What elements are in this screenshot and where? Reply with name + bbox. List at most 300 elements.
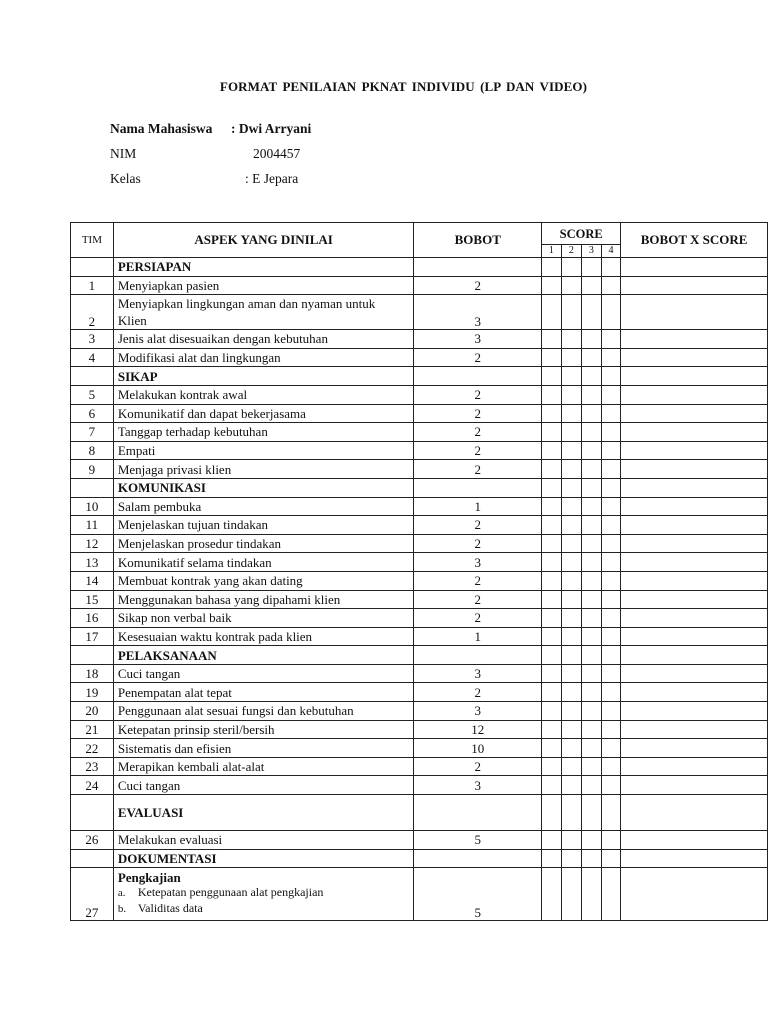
score-cell-3[interactable] [582, 609, 602, 628]
section-title: PELAKSANAAN [113, 646, 414, 665]
section-row [71, 478, 768, 497]
bobot-cell: 3 [414, 776, 542, 795]
bobot-cell [414, 849, 542, 868]
student-name-value: : Dwi Arryani [231, 121, 312, 136]
bobot-x-score-cell[interactable] [621, 385, 768, 404]
bobot-cell: 2 [414, 423, 542, 442]
score-cell-2[interactable] [561, 423, 582, 442]
bobot-cell: 3 [414, 664, 542, 683]
row-number: 23 [71, 757, 114, 776]
bobot-cell [414, 478, 542, 497]
bobot-cell: 5 [414, 868, 542, 921]
bobot-cell: 2 [414, 404, 542, 423]
score-cell-2[interactable] [561, 404, 582, 423]
table-row [71, 683, 768, 702]
score-cell-3 [582, 478, 602, 497]
row-number: 26 [71, 831, 114, 850]
score-cell-3 [582, 795, 602, 831]
bobot-cell [414, 795, 542, 831]
bobot-x-score-cell [621, 258, 768, 277]
score-cell-2[interactable] [561, 553, 582, 572]
score-cell-4[interactable] [601, 460, 621, 479]
row-number: 13 [71, 553, 114, 572]
score-cell-3[interactable] [582, 516, 602, 535]
score-cell-4[interactable] [601, 348, 621, 367]
score-cell-3[interactable] [582, 702, 602, 721]
bobot-x-score-cell[interactable] [621, 276, 768, 295]
score-cell-3[interactable] [582, 664, 602, 683]
score-cell-1[interactable] [542, 348, 562, 367]
score-cell-2 [561, 478, 582, 497]
score-cell-3[interactable] [582, 276, 602, 295]
bobot-x-score-cell [621, 795, 768, 831]
bobot-cell: 2 [414, 757, 542, 776]
aspect-cell: Menjelaskan tujuan tindakan [113, 516, 414, 535]
score-cell-2[interactable] [561, 385, 582, 404]
score-cell-4[interactable] [601, 609, 621, 628]
bobot-cell: 1 [414, 497, 542, 516]
score-cell-4[interactable] [601, 571, 621, 590]
score-cell-1[interactable] [542, 627, 562, 646]
table-row [71, 776, 768, 795]
bobot-x-score-cell[interactable] [621, 571, 768, 590]
student-kelas-label: Kelas [110, 171, 141, 186]
score-cell-4[interactable] [601, 385, 621, 404]
row-number: 20 [71, 702, 114, 721]
score-cell-1[interactable] [542, 831, 562, 850]
bobot-x-score-cell[interactable] [621, 739, 768, 758]
score-cell-4 [601, 646, 621, 665]
row-number: 9 [71, 460, 114, 479]
score-cell-4[interactable] [601, 627, 621, 646]
bobot-cell: 2 [414, 590, 542, 609]
score-cell-4[interactable] [601, 868, 621, 921]
row-number [71, 795, 114, 831]
aspect-line-2: Klien [117, 313, 147, 329]
section-row [71, 258, 768, 277]
subitem-text: Validitas data [137, 901, 203, 916]
score-cell-2 [561, 849, 582, 868]
score-cell-1 [542, 478, 562, 497]
table-row [71, 404, 768, 423]
score-cell-4[interactable] [601, 441, 621, 460]
score-cell-3 [582, 258, 602, 277]
score-cell-3[interactable] [582, 776, 602, 795]
bobot-x-score-cell[interactable] [621, 295, 768, 330]
aspect-cell: Kesesuaian waktu kontrak pada klien [113, 627, 414, 646]
table-row [71, 868, 768, 921]
bobot-x-score-cell[interactable] [621, 757, 768, 776]
score-cell-3[interactable] [582, 720, 602, 739]
aspect-cell: Melakukan evaluasi [113, 831, 414, 850]
table-row [71, 757, 768, 776]
score-cell-2 [561, 646, 582, 665]
bobot-x-score-cell[interactable] [621, 534, 768, 553]
table-row [71, 460, 768, 479]
score-cell-4[interactable] [601, 757, 621, 776]
aspect-cell: Tanggap terhadap kebutuhan [113, 423, 414, 442]
student-nim-label: NIM [110, 146, 137, 161]
score-cell-2[interactable] [561, 441, 582, 460]
score-cell-1[interactable] [542, 385, 562, 404]
row-number: 14 [71, 571, 114, 590]
score-cell-4 [601, 367, 621, 386]
aspect-cell [113, 295, 414, 330]
score-cell-1[interactable] [542, 720, 562, 739]
bobot-cell: 3 [414, 330, 542, 349]
section-title: PERSIAPAN [113, 258, 414, 277]
section-title: EVALUASI [113, 795, 414, 831]
score-cell-1 [542, 849, 562, 868]
score-cell-1[interactable] [542, 757, 562, 776]
score-cell-3[interactable] [582, 739, 602, 758]
bobot-x-score-cell[interactable] [621, 330, 768, 349]
row-number: 19 [71, 683, 114, 702]
section-row [71, 849, 768, 868]
header-tim: TIM [71, 223, 114, 258]
score-cell-3[interactable] [582, 553, 602, 572]
aspect-cell: Cuci tangan [113, 664, 414, 683]
score-cell-1[interactable] [542, 497, 562, 516]
aspect-cell: Penggunaan alat sesuai fungsi dan kebutuhan [113, 702, 414, 721]
bobot-x-score-cell[interactable] [621, 404, 768, 423]
score-cell-1 [542, 646, 562, 665]
bobot-x-score-cell [621, 478, 768, 497]
row-number: 21 [71, 720, 114, 739]
row-number: 5 [71, 385, 114, 404]
row-number [71, 849, 114, 868]
subitem-letter: a. [117, 887, 126, 900]
score-cell-1[interactable] [542, 683, 562, 702]
bobot-cell [414, 367, 542, 386]
bobot-x-score-cell[interactable] [621, 664, 768, 683]
score-cell-3[interactable] [582, 757, 602, 776]
score-cell-1[interactable] [542, 664, 562, 683]
bobot-cell: 10 [414, 739, 542, 758]
score-cell-2[interactable] [561, 497, 582, 516]
score-cell-3[interactable] [582, 831, 602, 850]
score-cell-4[interactable] [601, 553, 621, 572]
aspect-cell: Menyiapkan pasien [113, 276, 414, 295]
bobot-cell: 2 [414, 348, 542, 367]
aspect-cell [113, 868, 414, 921]
score-cell-3[interactable] [582, 404, 602, 423]
score-cell-2[interactable] [561, 627, 582, 646]
row-number: 11 [71, 516, 114, 535]
page-title: FORMAT PENILAIAN PKNAT INDIVIDU (LP DAN VIDEO) [219, 79, 588, 94]
score-cell-2[interactable] [561, 295, 582, 330]
score-cell-4 [601, 849, 621, 868]
row-number: 15 [71, 590, 114, 609]
header-score-1: 1 [542, 245, 562, 258]
student-kelas-value: : E Jepara [245, 171, 299, 186]
aspect-cell: Empati [113, 441, 414, 460]
table-row [71, 276, 768, 295]
bobot-cell: 2 [414, 441, 542, 460]
score-cell-3[interactable] [582, 385, 602, 404]
table-row [71, 516, 768, 535]
bobot-x-score-cell[interactable] [621, 516, 768, 535]
bobot-cell [414, 646, 542, 665]
bobot-x-score-cell [621, 367, 768, 386]
score-cell-1[interactable] [542, 553, 562, 572]
score-cell-2[interactable] [561, 720, 582, 739]
table-row [71, 423, 768, 442]
bobot-cell: 3 [414, 702, 542, 721]
score-cell-4[interactable] [601, 423, 621, 442]
score-cell-2[interactable] [561, 739, 582, 758]
aspect-cell: Sistematis dan efisien [113, 739, 414, 758]
aspect-cell: Merapikan kembali alat-alat [113, 757, 414, 776]
score-cell-3[interactable] [582, 330, 602, 349]
score-cell-3 [582, 849, 602, 868]
row-number [71, 367, 114, 386]
aspect-cell: Komunikatif selama tindakan [113, 553, 414, 572]
score-cell-2[interactable] [561, 330, 582, 349]
score-cell-3[interactable] [582, 348, 602, 367]
header-bobot: BOBOT [414, 223, 542, 258]
score-cell-1 [542, 367, 562, 386]
table-row [71, 348, 768, 367]
aspect-cell: Menjaga privasi klien [113, 460, 414, 479]
score-cell-3[interactable] [582, 497, 602, 516]
score-cell-3[interactable] [582, 868, 602, 921]
score-cell-4[interactable] [601, 330, 621, 349]
score-cell-1[interactable] [542, 776, 562, 795]
subitem-text: Ketepatan penggunaan alat pengkajian [137, 885, 324, 900]
score-cell-4[interactable] [601, 664, 621, 683]
section-row [71, 367, 768, 386]
bobot-cell: 1 [414, 627, 542, 646]
score-cell-1[interactable] [542, 609, 562, 628]
score-cell-2 [561, 367, 582, 386]
aspect-cell: Jenis alat disesuaikan dengan kebutuhan [113, 330, 414, 349]
table-row [71, 571, 768, 590]
bobot-x-score-cell[interactable] [621, 497, 768, 516]
score-cell-3[interactable] [582, 683, 602, 702]
score-cell-1 [542, 795, 562, 831]
bobot-x-score-cell [621, 849, 768, 868]
score-cell-1[interactable] [542, 295, 562, 330]
score-cell-4[interactable] [601, 590, 621, 609]
score-cell-4[interactable] [601, 295, 621, 330]
aspect-cell: Salam pembuka [113, 497, 414, 516]
aspect-subheading: Pengkajian [117, 870, 181, 886]
section-title: SIKAP [113, 367, 414, 386]
score-cell-1[interactable] [542, 534, 562, 553]
score-cell-3[interactable] [582, 627, 602, 646]
row-number [71, 478, 114, 497]
row-number [71, 646, 114, 665]
aspect-cell: Sikap non verbal baik [113, 609, 414, 628]
assessment-table [70, 222, 768, 921]
score-cell-3[interactable] [582, 441, 602, 460]
score-cell-1[interactable] [542, 441, 562, 460]
score-cell-4[interactable] [601, 404, 621, 423]
bobot-cell: 2 [414, 534, 542, 553]
aspect-cell: Ketepatan prinsip steril/bersih [113, 720, 414, 739]
table-row [71, 534, 768, 553]
bobot-cell: 12 [414, 720, 542, 739]
bobot-cell: 2 [414, 460, 542, 479]
bobot-cell: 2 [414, 609, 542, 628]
score-cell-1[interactable] [542, 330, 562, 349]
bobot-cell: 2 [414, 276, 542, 295]
score-cell-4 [601, 258, 621, 277]
bobot-cell: 2 [414, 516, 542, 535]
header-bobot-x-score: BOBOT X SCORE [621, 223, 768, 258]
aspect-cell: Melakukan kontrak awal [113, 385, 414, 404]
score-cell-4[interactable] [601, 683, 621, 702]
score-cell-3 [582, 646, 602, 665]
aspect-subitem [118, 885, 414, 901]
aspect-cell: Penempatan alat tepat [113, 683, 414, 702]
score-cell-2[interactable] [561, 831, 582, 850]
score-cell-3[interactable] [582, 534, 602, 553]
header-aspek: ASPEK YANG DINILAI [113, 223, 414, 258]
bobot-x-score-cell[interactable] [621, 590, 768, 609]
score-cell-3[interactable] [582, 460, 602, 479]
student-nim-value: 2004457 [253, 146, 301, 161]
score-cell-2[interactable] [561, 757, 582, 776]
bobot-x-score-cell[interactable] [621, 627, 768, 646]
score-cell-1[interactable] [542, 460, 562, 479]
table-row [71, 609, 768, 628]
bobot-cell: 2 [414, 385, 542, 404]
table-row [71, 497, 768, 516]
score-cell-1[interactable] [542, 868, 562, 921]
score-cell-2[interactable] [561, 683, 582, 702]
bobot-x-score-cell[interactable] [621, 553, 768, 572]
score-cell-2[interactable] [561, 868, 582, 921]
score-cell-1[interactable] [542, 276, 562, 295]
score-cell-4[interactable] [601, 516, 621, 535]
bobot-x-score-cell[interactable] [621, 868, 768, 921]
row-number: 18 [71, 664, 114, 683]
bobot-x-score-cell[interactable] [621, 776, 768, 795]
score-cell-2 [561, 258, 582, 277]
score-cell-4[interactable] [601, 776, 621, 795]
bobot-x-score-cell[interactable] [621, 441, 768, 460]
aspect-cell: Komunikatif dan dapat bekerjasama [113, 404, 414, 423]
score-cell-1[interactable] [542, 702, 562, 721]
score-cell-2[interactable] [561, 348, 582, 367]
score-cell-4[interactable] [601, 720, 621, 739]
row-number: 12 [71, 534, 114, 553]
score-cell-2[interactable] [561, 460, 582, 479]
bobot-cell: 3 [414, 553, 542, 572]
aspect-cell: Menggunakan bahasa yang dipahami klien [113, 590, 414, 609]
score-cell-2[interactable] [561, 516, 582, 535]
score-cell-2[interactable] [561, 534, 582, 553]
bobot-x-score-cell[interactable] [621, 702, 768, 721]
score-cell-4[interactable] [601, 276, 621, 295]
bobot-cell: 2 [414, 683, 542, 702]
score-cell-1 [542, 258, 562, 277]
score-cell-2 [561, 795, 582, 831]
row-number: 27 [71, 868, 114, 921]
aspect-cell: Modifikasi alat dan lingkungan [113, 348, 414, 367]
row-number: 1 [71, 276, 114, 295]
score-cell-1[interactable] [542, 590, 562, 609]
bobot-x-score-cell[interactable] [621, 831, 768, 850]
score-cell-4[interactable] [601, 831, 621, 850]
bobot-x-score-cell [621, 646, 768, 665]
score-cell-2[interactable] [561, 609, 582, 628]
table-row [71, 739, 768, 758]
row-number: 2 [71, 295, 114, 330]
header-score-4: 4 [601, 245, 621, 258]
score-cell-1[interactable] [542, 739, 562, 758]
bobot-x-score-cell[interactable] [621, 348, 768, 367]
score-cell-3[interactable] [582, 295, 602, 330]
bobot-x-score-cell[interactable] [621, 423, 768, 442]
score-cell-3[interactable] [582, 571, 602, 590]
table-row [71, 295, 768, 330]
section-title: KOMUNIKASI [113, 478, 414, 497]
score-cell-4 [601, 478, 621, 497]
table-row [71, 627, 768, 646]
score-cell-4[interactable] [601, 739, 621, 758]
student-name-label: Nama Mahasiswa [110, 121, 213, 136]
table-row [71, 330, 768, 349]
row-number: 22 [71, 739, 114, 758]
score-cell-2[interactable] [561, 571, 582, 590]
row-number: 7 [71, 423, 114, 442]
score-cell-3[interactable] [582, 590, 602, 609]
assessment-table-body [71, 258, 768, 921]
score-cell-1[interactable] [542, 571, 562, 590]
row-number: 10 [71, 497, 114, 516]
score-cell-4[interactable] [601, 702, 621, 721]
bobot-x-score-cell[interactable] [621, 720, 768, 739]
bobot-x-score-cell[interactable] [621, 609, 768, 628]
score-cell-1[interactable] [542, 423, 562, 442]
subitem-letter: b. [117, 903, 127, 916]
table-row [71, 720, 768, 739]
score-cell-4 [601, 795, 621, 831]
score-cell-2[interactable] [561, 702, 582, 721]
score-cell-2[interactable] [561, 276, 582, 295]
score-cell-1[interactable] [542, 404, 562, 423]
header-score-3: 3 [582, 245, 602, 258]
table-row [71, 590, 768, 609]
score-cell-3[interactable] [582, 423, 602, 442]
aspect-cell: Membuat kontrak yang akan dating [113, 571, 414, 590]
bobot-x-score-cell[interactable] [621, 460, 768, 479]
aspect-cell: Cuci tangan [113, 776, 414, 795]
score-cell-3 [582, 367, 602, 386]
aspect-line-1: Menyiapkan lingkungan aman dan nyaman untuk [117, 296, 376, 312]
score-cell-1[interactable] [542, 516, 562, 535]
score-cell-2[interactable] [561, 664, 582, 683]
score-cell-2[interactable] [561, 590, 582, 609]
bobot-cell [414, 258, 542, 277]
table-row [71, 831, 768, 850]
row-number: 3 [71, 330, 114, 349]
row-number: 16 [71, 609, 114, 628]
section-row [71, 795, 768, 831]
aspect-cell: Menjelaskan prosedur tindakan [113, 534, 414, 553]
header-score: SCORE [542, 223, 621, 245]
score-cell-2[interactable] [561, 776, 582, 795]
table-row [71, 553, 768, 572]
score-cell-4[interactable] [601, 534, 621, 553]
bobot-x-score-cell[interactable] [621, 683, 768, 702]
table-row [71, 702, 768, 721]
table-row [71, 441, 768, 460]
score-cell-4[interactable] [601, 497, 621, 516]
